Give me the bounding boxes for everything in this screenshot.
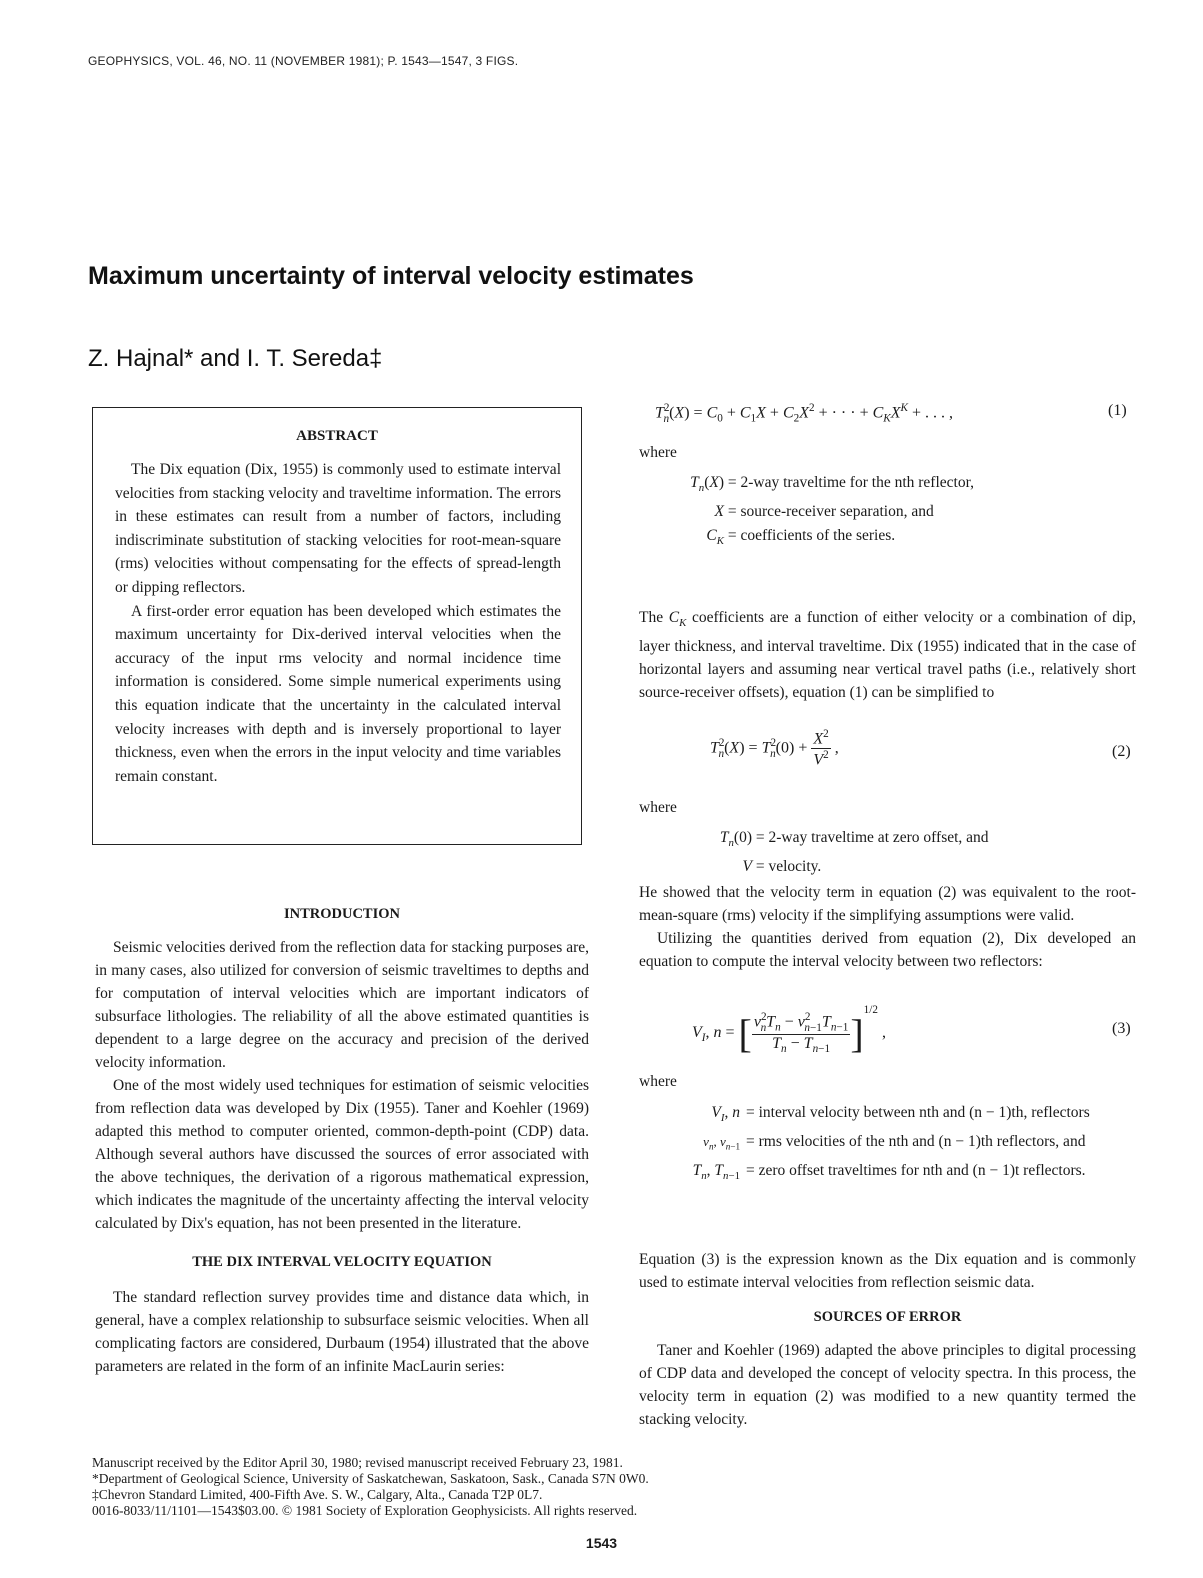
footnote: 0016-8033/11/1101—1543$03.00. © 1981 Society of Exploration Geophysicists. All rights reserved. [92, 1503, 638, 1518]
right-paragraph-1: The $C_K$ coefficients are a function of either velocity or a combination of dip, layer thickness, and interval traveltime. Dix (1955) indicated that in the case of horizontal layers and assuming near vertical travel paths (i.e., relatively short source-receiver offsets), equation (1) can be simplified to [639, 609, 1136, 702]
equation-2-definitions: $T_n(0) = 2-way$ traveltime at zero offset, and V = velocity. [719, 829, 989, 876]
definition-text: = zero offset traveltimes for nth and (n − 1)t reflectors. [746, 1161, 1086, 1179]
definition-text: = velocity. [755, 858, 822, 876]
equation-2: $T^2_n(X) = T^2_n(0)$ + $\frac{X^2}{V^2}$ , [710, 728, 839, 769]
equation-3: $V_I$, n = [ $\frac{v^2_nT_n - v^2_{n-1}T_{n-1}}{T_n - T_{n-1}}$ ]$^{1/2}$ , [692, 1004, 886, 1056]
equation-1-definitions: $T_n(X) = 2-way$ traveltime for the nth reflector, X = source-receiver separation, and $C_K$ = coefficients of the series. [690, 474, 974, 548]
definition-text: = rms velocities of the nth and (n − 1)th reflectors, and [746, 1133, 1086, 1151]
abstract-paragraph: A first-order error equation has been developed which estimates the maximum uncertainty for Dix-derived interval velocities when the accuracy of the input rms velocity and normal incidence time information is considered. Some simple numerical experiments using this equation indicate that the uncertainty in the calculated interval velocity increases with depth and is inversely proportional to layer thickness, even when the errors in the input velocity and time variables remain constant. [115, 602, 561, 785]
equation-2-number: (2) [1112, 743, 1131, 760]
body-paragraph: Equation (3) is the expression known as the Dix equation and is commonly used to estimate interval velocities from reflection seismic data. [639, 1251, 1136, 1291]
body-paragraph: He showed that the velocity term in equation (2) was equivalent to the root-mean-square (rms) velocity if the simplifying assumptions were valid. [639, 884, 1136, 924]
abstract-paragraph: The Dix equation (Dix, 1955) is commonly used to estimate interval velocities from stacking velocity and traveltime information. The errors in these estimates can result from a number of factors, including indiscriminate substitution of stacking velocities for root-mean-square (rms) velocities without compensating for the effects of spread-length or dipping reflectors. [115, 461, 561, 596]
where-label: where [639, 444, 677, 461]
body-paragraph: Utilizing the quantities derived from equation (2), Dix developed an equation to compute the interval velocity between two reflectors: [639, 930, 1136, 970]
journal-header: GEOPHYSICS, VOL. 46, NO. 11 (NOVEMBER 1981); P. 1543—1547, 3 FIGS. [88, 54, 519, 68]
definition-text: = source-receiver separation, and [727, 503, 934, 521]
footnote: Manuscript received by the Editor April 30, 1980; revised manuscript received February 23, 1981. [92, 1455, 623, 1470]
where-label: where [639, 799, 677, 816]
definition-text: = interval velocity between nth and (n − 1)th, reflectors [746, 1104, 1090, 1121]
right-paragraphs-2-3 [639, 881, 1136, 973]
abstract-body [115, 458, 561, 788]
abstract-box [92, 407, 582, 845]
sources-of-error-heading: SOURCES OF ERROR [813, 1309, 962, 1325]
equation-3-number: (3) [1112, 1020, 1131, 1037]
page-number: 1543 [585, 1535, 618, 1551]
paper-authors: Z. Hajnal* and I. T. Sereda‡ [88, 345, 383, 372]
abstract-heading: ABSTRACT [296, 428, 378, 444]
definition-text: = coefficients of the series. [727, 527, 896, 545]
introduction-section [95, 903, 589, 1378]
equation-1-number: (1) [1108, 402, 1127, 419]
paper-title: Maximum uncertainty of interval velocity estimates [88, 262, 694, 290]
right-paragraph-4 [639, 1248, 1136, 1431]
where-label: where [639, 1073, 677, 1090]
footnotes [92, 1455, 852, 1519]
footnote: ‡Chevron Standard Limited, 400-Fifth Ave. S. W., Calgary, Alta., Canada T2P 0L7. [92, 1487, 543, 1502]
body-paragraph: Seismic velocities derived from the reflection data for stacking purposes are, in many cases, also utilized for conversion of seismic traveltimes to depths and for computation of interval velocities which are important indicators of subsurface lithologies. The reliability of all the above estimated quantities is dependent to a large degree on the accuracy and precision of the derived velocity information. [95, 939, 589, 1071]
body-paragraph: One of the most widely used techniques for estimation of seismic velocities from reflection data was developed by Dix (1955). Taner and Koehler (1969) adapted this method to computer oriented, common-depth-point (CDP) data. Although several authors have discussed the sources of error associated with the above techniques, the derivation of a rigorous mathematical expression, which indicates the magnitude of the uncertainty affecting the interval velocity calculated by Dix's equation, has not been presented in the literature. [95, 1077, 589, 1232]
introduction-heading: INTRODUCTION [283, 906, 400, 922]
body-paragraph: Taner and Koehler (1969) adapted the above principles to digital processing of CDP data and developed the concept of velocity spectra. In this process, the velocity term in equation (2) was modified to a new quantity termed the stacking velocity. [639, 1342, 1136, 1428]
body-paragraph: The standard reflection survey provides time and distance data which, in general, have a complex relationship to subsurface seismic velocities. When all complicating factors are considered, Durbaum (1954) illustrated that the above parameters are related in the form of an infinite MacLaurin series: [95, 1289, 589, 1375]
dix-section-heading: THE DIX INTERVAL VELOCITY EQUATION [192, 1254, 492, 1270]
equation-1: $T^2_n(X) = C_0 + C_1X + C_2X^2$ + · · · + $C_KX^K$ + . . . , [655, 402, 954, 425]
definition-text: = 2-way traveltime for the nth reflector, [727, 474, 974, 491]
equation-3-definitions: $V_I$, n = interval velocity between nth and (n − 1)th, reflectors $v_n$, $v_{n-1}$ = rms velocities of the nth and (n − 1)th reflectors, and $T_n$, $T_{n-1}$ = zero offset traveltimes for nth and (n − 1)t reflectors. [655, 1101, 1140, 1188]
footnote: *Department of Geological Science, University of Saskatchewan, Saskatoon, Sask., Canada S7N 0W0. [92, 1471, 649, 1486]
definition-text: = 2-way traveltime at zero offset, and [755, 829, 989, 846]
